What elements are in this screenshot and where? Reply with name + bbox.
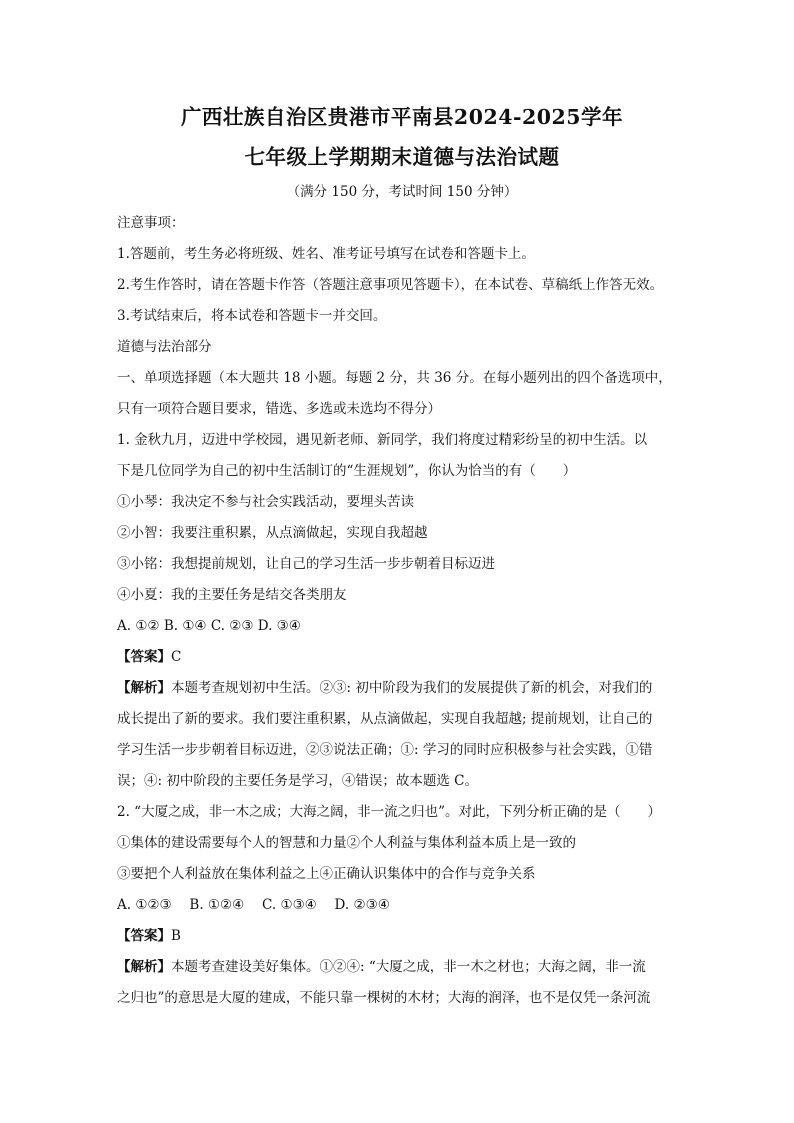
question-stem: 下是几位同学为自己的初中生活制订的“生涯规划”，你认为恰当的有（ ） [117,463,577,479]
section-heading: 只有一项符合题目要求，错选、多选或未选均不得分） [117,401,441,417]
question-statement: ④小夏：我的主要任务是结交各类朋友 [117,587,347,603]
analysis-text: 本题考查建设美好集体。①②④: “大厦之成，非一木之材也；大海之阔，非一流 [171,959,646,975]
analysis-line [117,952,687,983]
answer-line [117,642,687,673]
exam-info: （满分 150 分，考试时间 150 分钟） [286,184,518,200]
answer-line [117,921,687,952]
question-statement: ③要把个人利益放在集体利益之上④正确认识集体中的合作与竞争关系 [117,866,536,882]
notice-heading: 注意事项： [117,215,185,231]
document-page [117,98,687,1014]
analysis-label: 【解析】 [117,959,171,975]
question-options: A. ①② B. ①④ C. ②③ D. ③④ [117,618,301,634]
notice-block [117,208,687,332]
question-statement: ①小琴：我决定不参与社会实践活动，要埋头苦读 [117,494,414,510]
question-statement: ③小铭：我想提前规划，让自己的学习生活一步步朝着目标迈进 [117,556,495,572]
analysis-label: 【解析】 [117,680,171,696]
analysis-text: 学习生活一步步朝着目标迈进，②③说法正确；①: 学习的同时应积极参与社会实践，①错 [117,742,653,758]
notice-item: 3.考试结束后，将本试卷和答题卡一并交回。 [117,308,387,324]
analysis-text: 本题考查规划初中生活。②③: 初中阶段为我们的发展提供了新的机会，对我们的 [171,680,653,696]
answer-label: 【答案】 [117,649,171,665]
analysis-text: 误；④: 初中阶段的主要任务是学习，④错误；故本题选 C。 [117,773,478,789]
document-title-line1: 广西壮族自治区贵港市平南县2024-2025学年 [180,105,624,129]
analysis-text: 成长提出了新的要求。我们要注重积累，从点滴做起，实现自我超越; 提前规划，让自己的 [117,711,653,727]
answer-label: 【答案】 [117,928,171,944]
notice-item: 1.答题前，考生务必将班级、姓名、准考证号填写在试卷和答题卡上。 [117,246,535,262]
analysis-text: 之归也”的意思是大厦的建成，不能只靠一棵树的木材；大海的润泽，也不是仅凭一条河流 [117,990,651,1006]
answer-value: C [171,649,182,665]
question-2 [117,797,687,1014]
question-statement: ②小智：我要注重积累，从点滴做起，实现自我超越 [117,525,428,541]
section-heading: 一、单项选择题（本大题共 18 小题。每题 2 分，共 36 分。在每小题列出的四个备选项中， [117,370,672,386]
question-1 [117,425,687,797]
answer-value: B [171,928,181,944]
question-options: A. ①②③ B. ①②④ C. ①③④ D. ②③④ [117,897,390,913]
document-title-line2: 七年级上学期期末道德与法治试题 [244,145,560,169]
question-stem: 1. 金秋九月，迈进中学校园，遇见新老师、新同学，我们将度过精彩纷呈的初中生活。以 [117,432,648,448]
question-statement: ①集体的建设需要每个人的智慧和力量②个人利益与集体利益本质上是一致的 [117,835,576,851]
notice-item: 2.考生作答时，请在答题卡作答（答题注意事项见答题卡），在本试卷、草稿纸上作答无效。 [117,277,664,293]
analysis-line [117,673,687,704]
question-stem: 2. “大厦之成，非一木之成；大海之阔，非一流之归也”。对此，下列分析正确的是（ ） [117,804,661,820]
part-title: 道德与法治部分 [117,339,212,355]
